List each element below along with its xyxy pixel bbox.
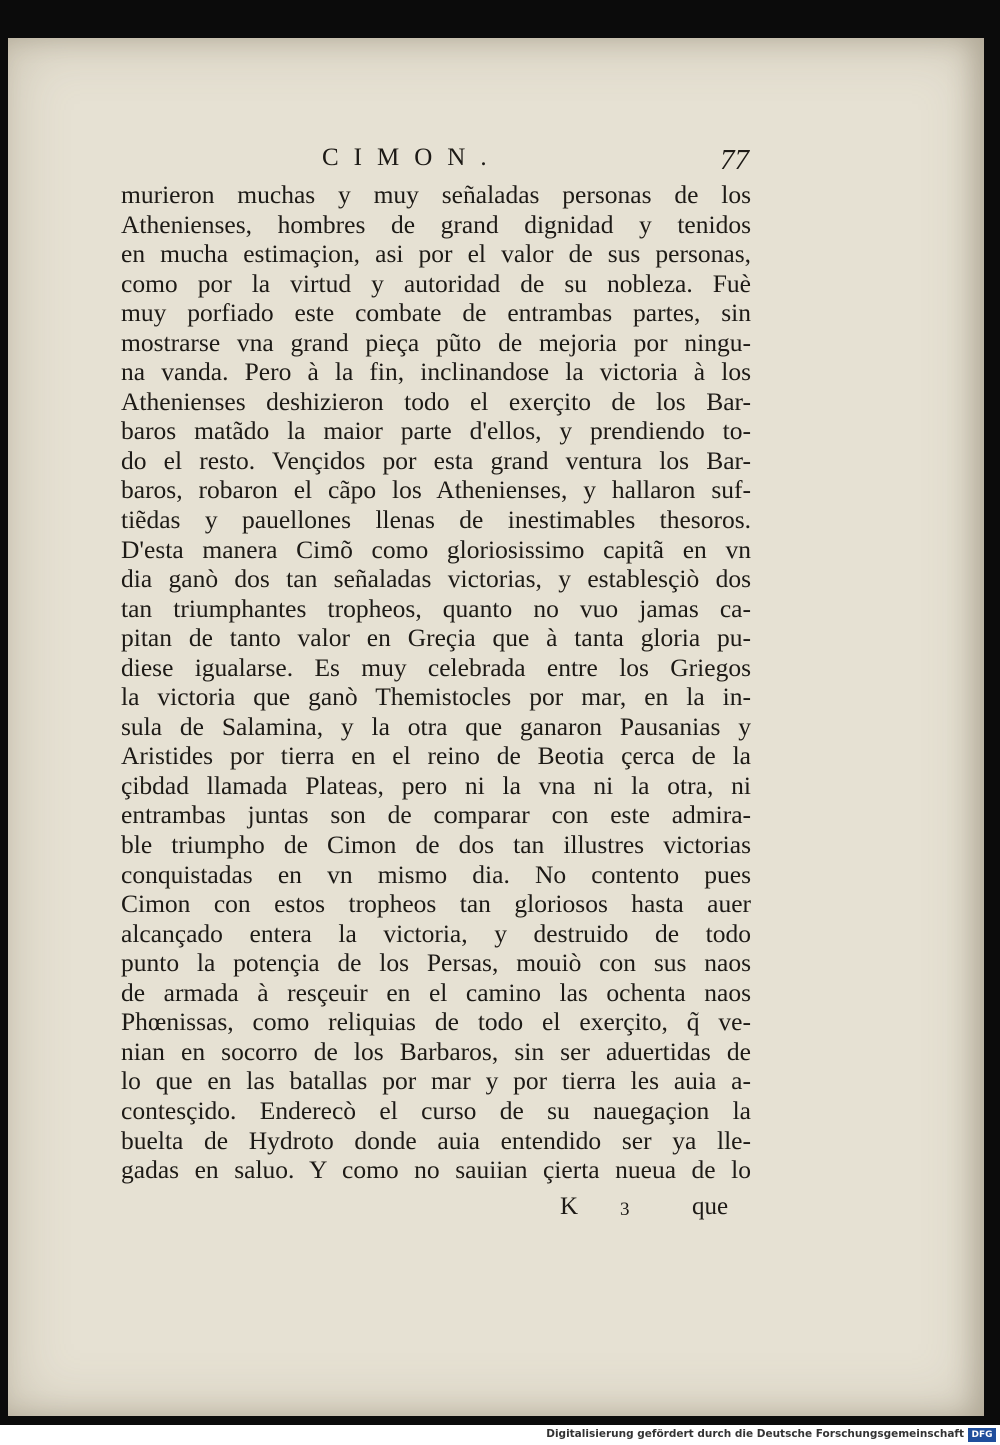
text-line: do el resto. Vençidos por esta grand ventura los Bar- bbox=[121, 445, 751, 475]
text-line: alcançado entera la victoria, y destruido de todo bbox=[121, 918, 751, 948]
text-line: de armada à resçeuir en el camino las ochenta naos bbox=[121, 977, 751, 1007]
dfg-logo: DFG bbox=[968, 1428, 996, 1442]
text-line: Phœnissas, como reliquias de todo el exerçito, q̃ ve- bbox=[121, 1007, 751, 1037]
text-line: ble triumpho de Cimon de dos tan illustres victorias bbox=[121, 830, 751, 860]
text-line: diese igualarse. Es muy celebrada entre los Griegos bbox=[121, 652, 751, 682]
credit-text: Digitalisierung gefördert durch die Deutsche Forschungsgemeinschaft bbox=[546, 1428, 964, 1440]
text-line: sula de Salamina, y la otra que ganaron Pausanias y bbox=[121, 711, 751, 741]
text-line: gadas en saluo. Y como no sauiian çierta nueua de lo bbox=[121, 1155, 751, 1185]
text-line: contesçido. Enderecò el curso de su nauegaçion la bbox=[121, 1095, 751, 1125]
text-line: tiẽdas y pauellones llenas de inestimables thesoros. bbox=[121, 505, 751, 535]
text-line: la victoria que ganò Themistocles por mar, en la in- bbox=[121, 682, 751, 712]
text-line: como por la virtud y autoridad de su nobleza. Fuè bbox=[121, 268, 751, 298]
text-line: buelta de Hydroto donde auia entendido ser ya lle- bbox=[121, 1125, 751, 1155]
text-line: D'esta manera Cimõ como gloriosissimo capitã en vn bbox=[121, 534, 751, 564]
text-line: Aristides por tierra en el reino de Beotia çerca de la bbox=[121, 741, 751, 771]
text-line: punto la potençia de los Persas, mouiò con sus naos bbox=[121, 948, 751, 978]
running-head: CIMON. bbox=[322, 144, 502, 171]
text-line: Cimon con estos tropheos tan gloriosos hasta auer bbox=[121, 889, 751, 919]
text-line: pitan de tanto valor en Greçia que à tanta gloria pu- bbox=[121, 623, 751, 653]
text-line: murieron muchas y muy señaladas personas de los bbox=[121, 180, 751, 209]
page-footer bbox=[0, 1193, 1000, 1227]
page-header bbox=[0, 140, 1000, 180]
text-line: Athenienses, hombres de grand dignidad y tenidos bbox=[121, 209, 751, 239]
leaf-number: 3 bbox=[620, 1199, 630, 1220]
text-line: na vanda. Pero à la fin, inclinandose la victoria à los bbox=[121, 357, 751, 387]
signature-mark: K bbox=[560, 1193, 579, 1220]
text-line: muy porfiado este combate de entrambas partes, sin bbox=[121, 298, 751, 328]
text-line: mostrarse vna grand pieça pũto de mejoria por ningu- bbox=[121, 327, 751, 357]
digitization-credit-bar bbox=[0, 1425, 1000, 1445]
text-line: tan triumphantes tropheos, quanto no vuo jamas ca- bbox=[121, 593, 751, 623]
text-line: en mucha estimaçion, asi por el valor de sus personas, bbox=[121, 239, 751, 269]
text-line: nian en socorro de los Barbaros, sin ser aduertidas de bbox=[121, 1036, 751, 1066]
text-line: baros matãdo la maior parte d'ellos, y prendiendo to- bbox=[121, 416, 751, 446]
catchword: que bbox=[692, 1193, 729, 1220]
text-line: Athenienses deshizieron todo el exerçito de los Bar- bbox=[121, 386, 751, 416]
text-line: dia ganò dos tan señaladas victorias, y establesçiò dos bbox=[121, 564, 751, 594]
text-line: lo que en las batallas por mar y por tierra les auia a- bbox=[121, 1066, 751, 1096]
body-text bbox=[121, 180, 751, 1185]
text-line: çibdad llamada Plateas, pero ni la vna ni la otra, ni bbox=[121, 770, 751, 800]
text-line: baros, robaron el cãpo los Athenienses, y hallaron suf- bbox=[121, 475, 751, 505]
page-number: 77 bbox=[720, 144, 749, 176]
text-line: conquistadas en vn mismo dia. No contento pues bbox=[121, 859, 751, 889]
text-line: entrambas juntas son de comparar con este admira- bbox=[121, 800, 751, 830]
